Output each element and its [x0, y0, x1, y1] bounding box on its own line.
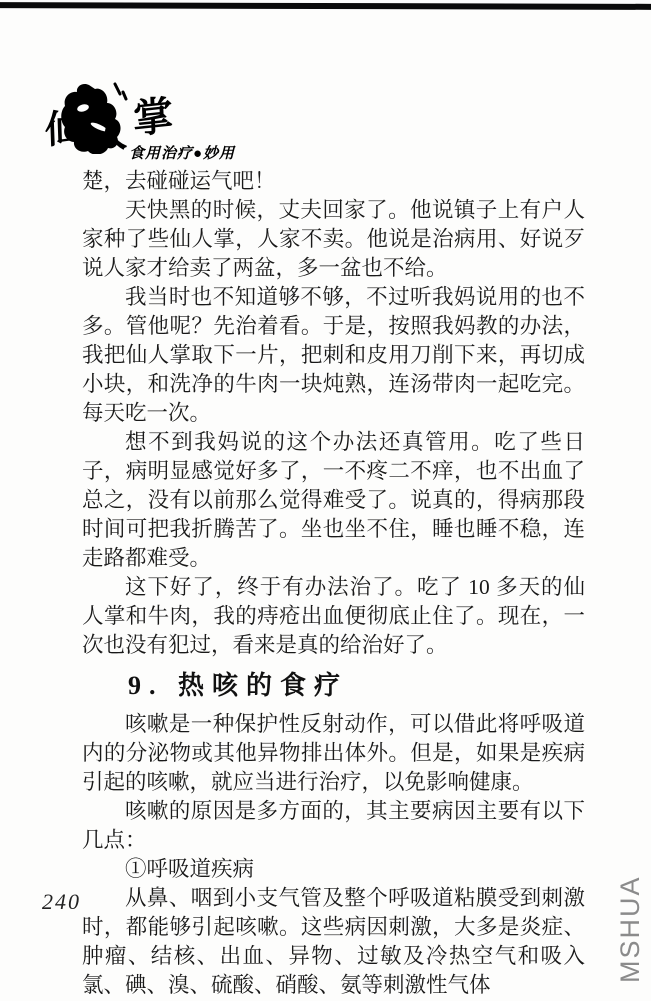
- paragraph: 咳嗽是一种保护性反射动作，可以借此将呼吸道内的分泌物或其他异物排出体外。但是，如果是疾病引起的咳嗽，就应当进行治疗，以免影响健康。: [82, 712, 585, 794]
- paragraph: 这下好了，终于有办法治了。吃了 10 多天的仙人掌和牛肉，我的痔疮出血便彻底止住了。现在，一次也没有犯过，看来是真的给治好了。: [82, 575, 585, 657]
- paragraph: 楚，去碰碰运气吧！: [82, 169, 276, 193]
- paragraph: ①呼吸道疾病: [125, 857, 255, 881]
- paragraph: 想不到我妈说的这个办法还真管用。吃了些日子，病明显感觉好多了，一不疼二不痒，也不出血了 总之，没有以前那么觉得难受了。说真的，得病那段时间可把我折腾苦了。坐也坐不住，睡也睡不稳，连走路都难受。: [82, 430, 607, 570]
- page-number: 240: [42, 889, 81, 914]
- logo-title-char-1: 仙: [44, 105, 84, 153]
- logo-title-char-3: 掌: [132, 92, 174, 143]
- logo-subtitle: 食用治疗●妙用: [129, 146, 236, 162]
- paragraph: 我当时也不知道够不够，不过听我妈说用的也不多。管他呢？先治着看。于是，按照我妈教的办法，我把仙人掌取下一片，把刺和皮用刀削下来，再切成小块，和洗净的牛肉一块炖熟，连汤带肉一起吃完。每天吃一次。: [82, 285, 585, 425]
- top-edge-rule: [0, 2, 651, 10]
- paragraph: 从鼻、咽到小支气管及整个呼吸道粘膜受到刺激时，都能够引起咳嗽。这些病因刺激，大多是炎症、肿瘤、结核、出血、异物、过敏及冷热空气和吸入氯、碘、溴、硫酸、硝酸、氨等刺激性气体: [82, 886, 585, 997]
- paragraph: 天快黑的时候，丈夫回家了。他说镇子上有户人家种了些仙人掌，人家不卖。他说是治病用、好说歹说人家才给卖了两盆，多一盆也不给。: [82, 198, 585, 280]
- paragraph: 咳嗽的原因是多方面的，其主要病因主要有以下几点：: [82, 799, 585, 852]
- page-text-block: [82, 167, 607, 1000]
- book-series-logo: [45, 80, 260, 180]
- section-heading: 9. 热咳的食疗: [128, 671, 349, 700]
- logo-title-char-2: 人: [89, 112, 129, 158]
- watermark: MSHUA: [615, 875, 645, 983]
